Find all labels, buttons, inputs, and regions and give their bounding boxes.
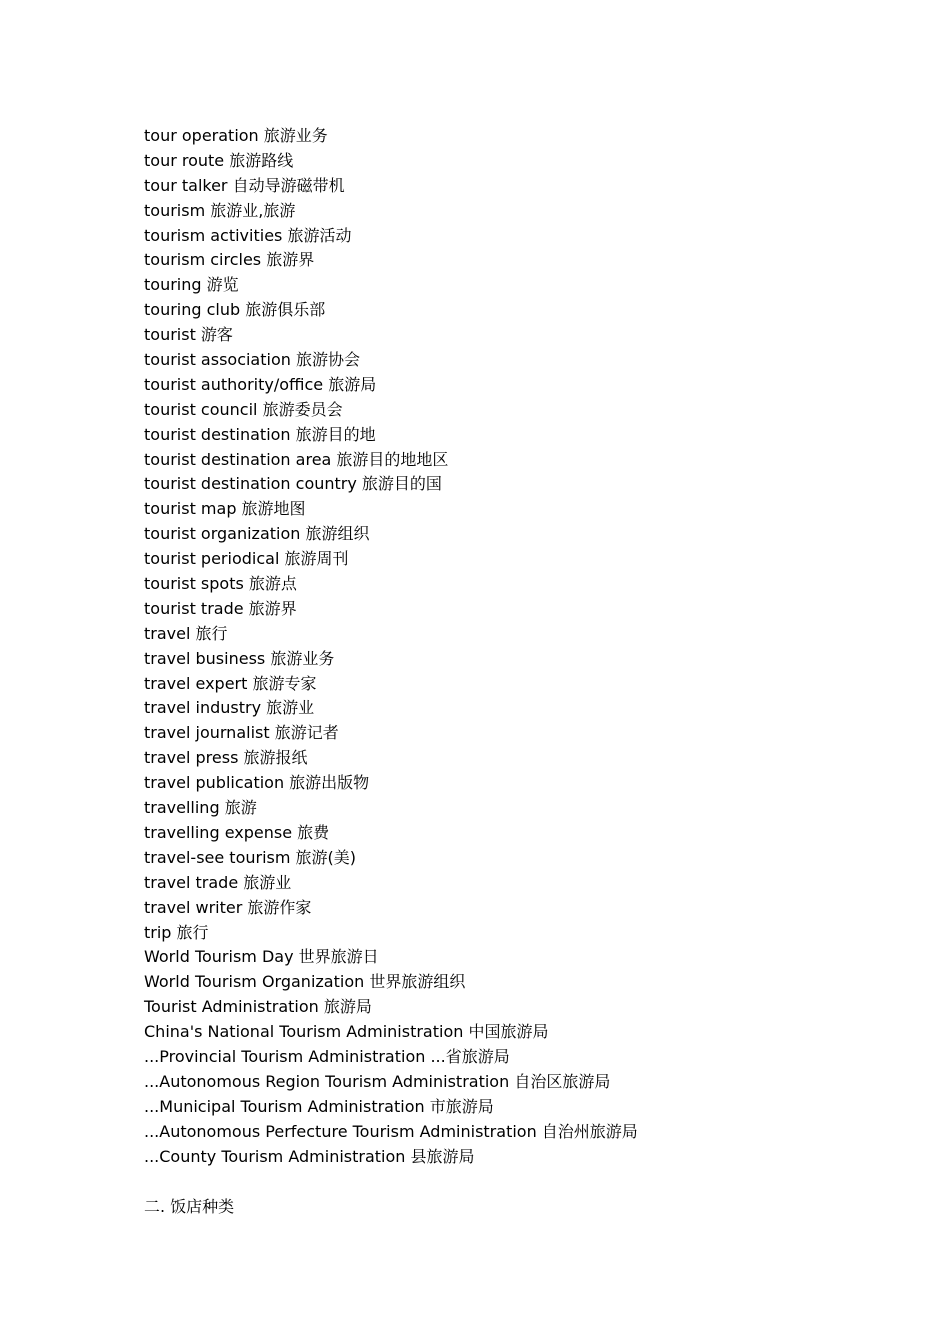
glossary-entry: ...Autonomous Region Tourism Administration 自治区旅游局 [144, 1071, 611, 1091]
glossary-entry: tourist 游客 [144, 325, 233, 345]
glossary-entry: tour operation 旅游业务 [144, 126, 328, 145]
glossary-entry: tourist map 旅游地图 [144, 499, 306, 519]
glossary-entry: ...Autonomous Perfecture Tourism Administration 自治州旅游局 [144, 1121, 638, 1141]
glossary-entry: tourist destination area 旅游目的地地区 [144, 449, 449, 469]
glossary-entry: tourist destination country 旅游目的国 [144, 474, 442, 494]
glossary-entry: travel writer 旅游作家 [144, 897, 312, 917]
glossary-entry: tourist association 旅游协会 [144, 350, 360, 370]
glossary-entry: Tourist Administration 旅游局 [144, 997, 372, 1017]
glossary-entry: travel business 旅游业务 [144, 648, 335, 668]
glossary-entry: travel publication 旅游出版物 [144, 773, 370, 793]
glossary-entry: travel 旅行 [144, 623, 228, 643]
glossary-entry: trip 旅行 [144, 922, 209, 942]
glossary-entry: ...Municipal Tourism Administration 市旅游局 [144, 1096, 494, 1116]
glossary-entry: tourist destination 旅游目的地 [144, 424, 376, 444]
glossary-entry: travel trade 旅游业 [144, 872, 292, 892]
glossary-entry: travel-see tourism 旅游(美) [144, 847, 357, 867]
glossary-entry: China's National Tourism Administration 中国旅游局 [144, 1022, 549, 1042]
glossary-entry: travel expert 旅游专家 [144, 673, 317, 693]
glossary-entry: tour talker 自动导游磁带机 [144, 175, 345, 195]
glossary-entry: tour route 旅游路线 [144, 150, 294, 170]
glossary-entry: tourist trade 旅游界 [144, 598, 297, 618]
glossary-entry: tourist authority/office 旅游局 [144, 374, 377, 394]
glossary-entry: World Tourism Day 世界旅游日 [144, 947, 379, 967]
glossary-entry: touring 游览 [144, 275, 239, 295]
glossary-entry: travel journalist 旅游记者 [144, 723, 339, 743]
glossary-entry: ...Provincial Tourism Administration ...省旅游局 [144, 1046, 510, 1066]
glossary-entry: travel industry 旅游业 [144, 698, 315, 718]
glossary-entry: tourist spots 旅游点 [144, 574, 297, 594]
glossary-entry: World Tourism Organization 世界旅游组织 [144, 972, 466, 992]
glossary-entry: tourism activities 旅游活动 [144, 225, 352, 245]
glossary-entry: touring club 旅游俱乐部 [144, 300, 326, 320]
glossary-entry: travelling 旅游 [144, 798, 257, 818]
glossary-list [144, 124, 638, 1169]
glossary-entry: tourist periodical 旅游周刊 [144, 549, 349, 569]
glossary-entry: ...County Tourism Administration 县旅游局 [144, 1146, 475, 1166]
glossary-entry: tourism 旅游业,旅游 [144, 200, 296, 220]
glossary-entry: tourist organization 旅游组织 [144, 524, 370, 544]
glossary-entry: travel press 旅游报纸 [144, 748, 308, 768]
section-heading: 二. 饭店种类 [144, 1197, 235, 1216]
glossary-entry: tourism circles 旅游界 [144, 250, 315, 270]
glossary-entry: tourist council 旅游委员会 [144, 399, 343, 419]
glossary-entry: travelling expense 旅费 [144, 822, 330, 842]
